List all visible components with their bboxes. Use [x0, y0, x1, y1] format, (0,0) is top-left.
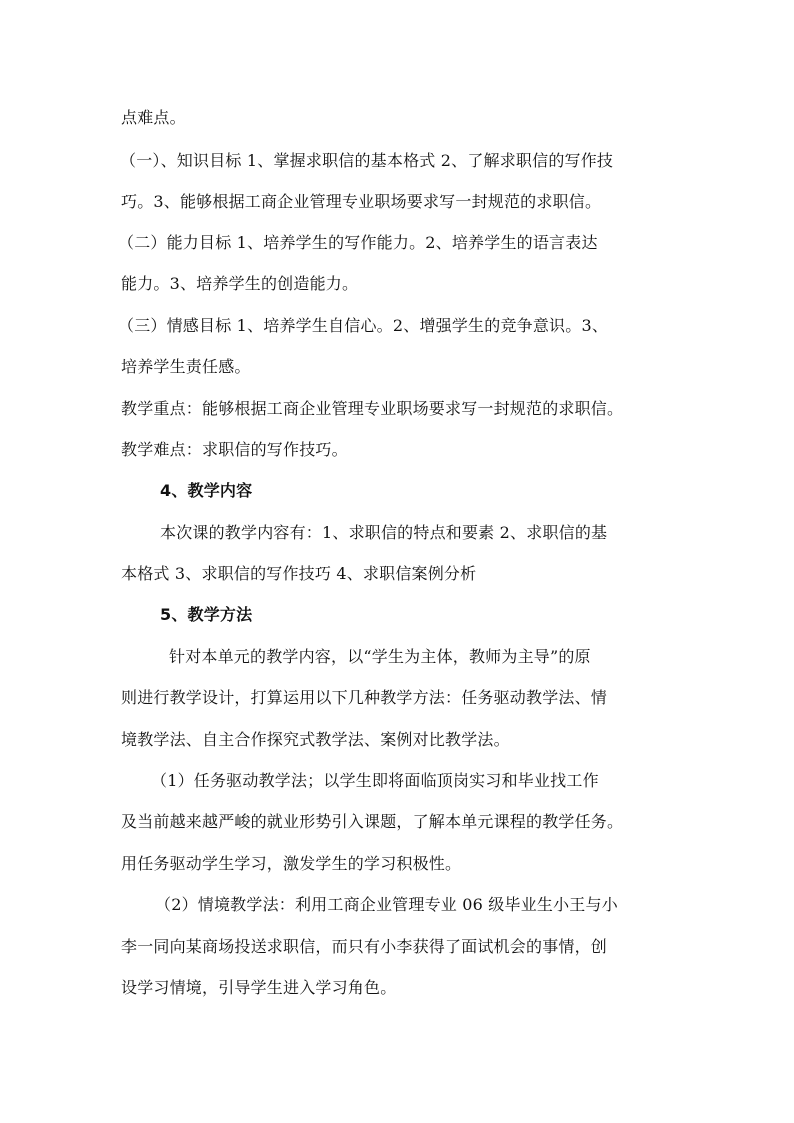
text-line: 及当前越来越严峻的就业形势引入课题，了解本单元课程的教学任务。 [121, 812, 624, 831]
text-line: （2）情境教学法：利用工商企业管理专业 06 级毕业生小王与小 [155, 895, 618, 914]
text-line: （一）、知识目标 1、掌握求职信的基本格式 2、了解求职信的写作技 [120, 151, 614, 170]
text-line: 针对本单元的教学内容，以“学生为主体，教师为主导”的原 [169, 647, 591, 666]
text-line: （三）情感目标 1、培养学生自信心。2、增强学生的竞争意识。3、 [118, 316, 609, 335]
text-line: 本次课的教学内容有：1、求职信的特点和要素 2、求职信的基 [160, 523, 608, 542]
text-line: 巧。3、能够根据工商企业管理专业职场要求写一封规范的求职信。 [121, 192, 602, 211]
text-line: （二）能力目标 1、培养学生的写作能力。2、培养学生的语言表达 [118, 233, 598, 252]
section-heading: 5、教学方法 [160, 605, 253, 624]
text-line: 则进行教学设计，打算运用以下几种教学方法：任务驱动教学法、情 [121, 688, 608, 707]
section-heading: 4、教学内容 [160, 481, 253, 500]
text-line: （1）任务驱动教学法；以学生即将面临顶岗实习和毕业找工作 [151, 771, 599, 790]
text-line: 能力。3、培养学生的创造能力。 [121, 274, 359, 293]
text-line: 用任务驱动学生学习，激发学生的学习积极性。 [121, 854, 462, 873]
text-line: 李一同向某商场投送求职信，而只有小李获得了面试机会的事情，创 [121, 937, 608, 956]
text-line: 教学重点：能够根据工商企业管理专业职场要求写一封规范的求职信。 [121, 399, 624, 418]
text-line: 设学习情境，引导学生进入学习角色。 [121, 978, 397, 997]
text-line: 教学难点：求职信的写作技巧。 [121, 440, 348, 459]
text-line: 培养学生责任感。 [121, 357, 251, 376]
text-line: 点难点。 [121, 108, 186, 127]
text-line: 境教学法、自主合作探究式教学法、案例对比教学法。 [121, 730, 510, 749]
text-line: 本格式 3、求职信的写作技巧 4、求职信案例分析 [121, 564, 477, 583]
